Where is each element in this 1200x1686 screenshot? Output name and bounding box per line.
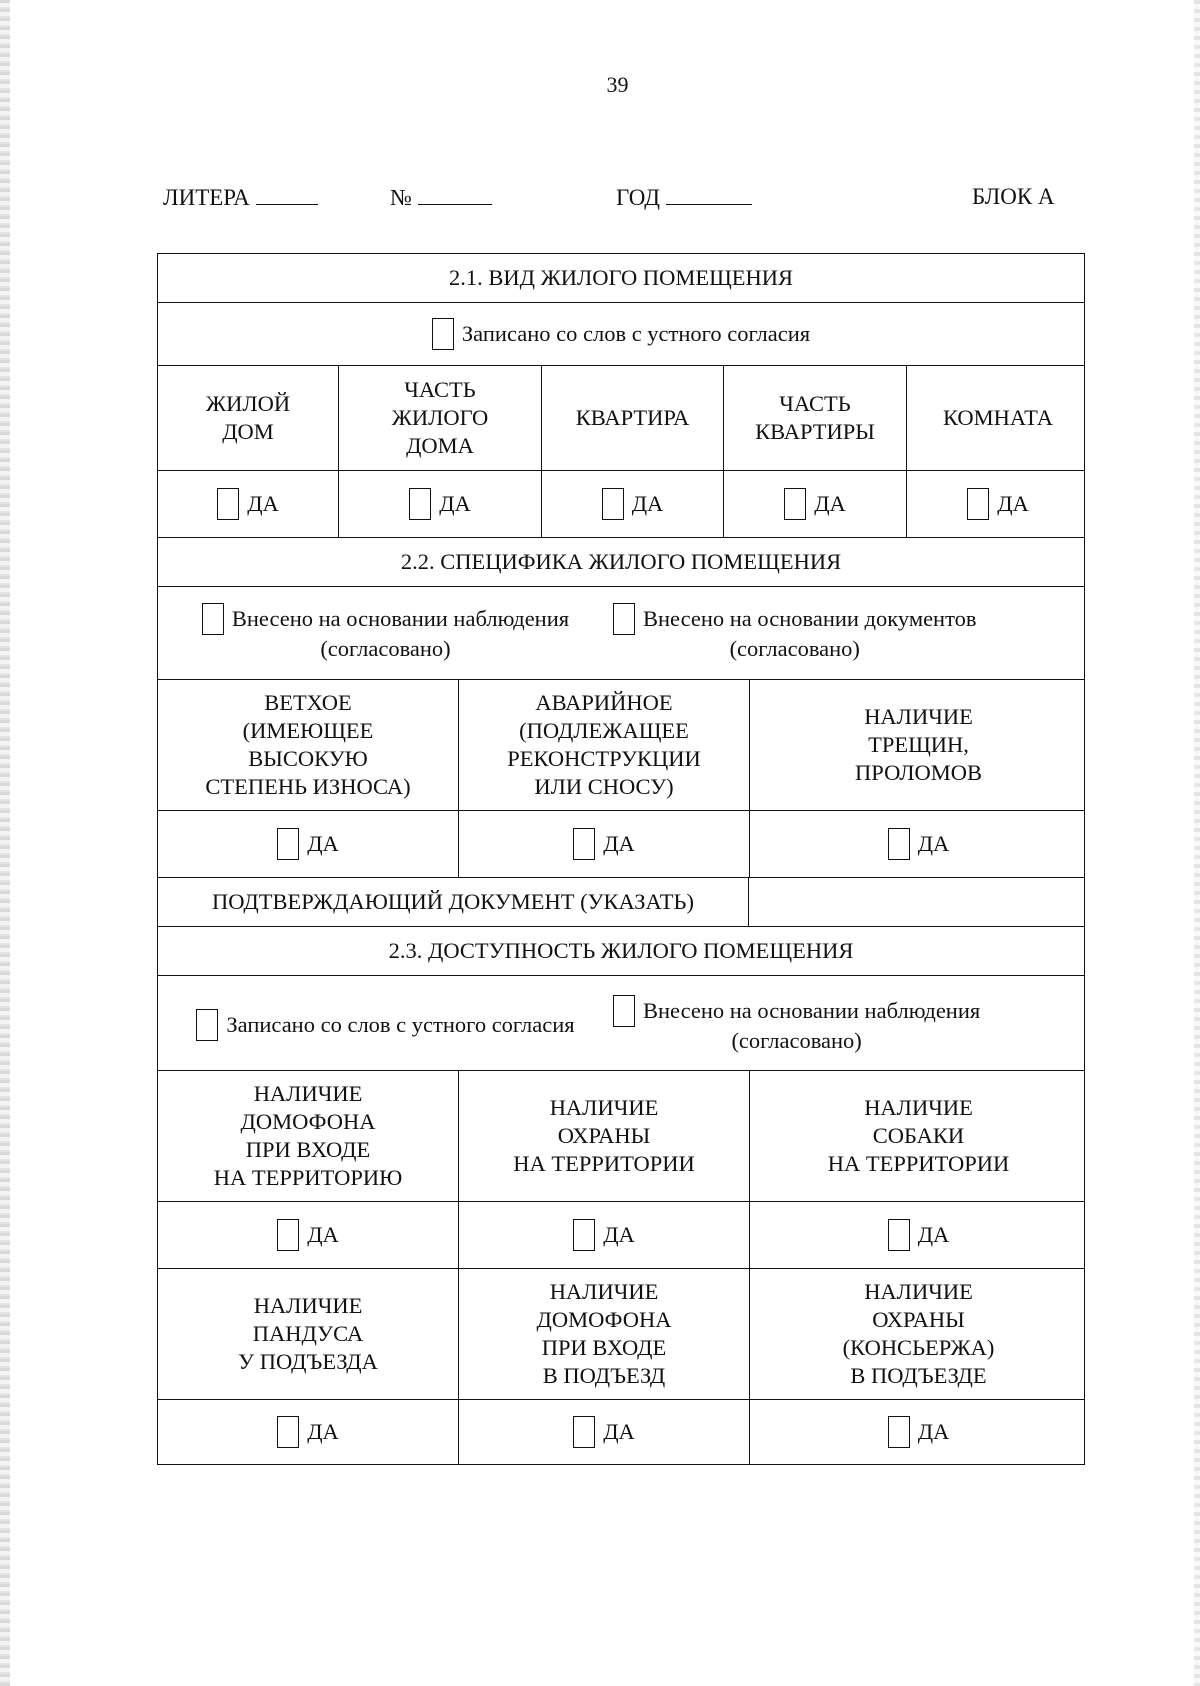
s22-document-container [158, 878, 1085, 927]
s23-r1-col1-yes-checkbox[interactable] [277, 1219, 299, 1251]
section-2-3-title-row [158, 927, 1085, 976]
s23-observation-note: (согласовано) [731, 1028, 862, 1053]
s23-column-header: НАЛИЧИЕ ДОМОФОНА ПРИ ВХОДЕ НА ТЕРРИТОРИЮ [158, 1071, 459, 1201]
s23-r2-col2-yes-checkbox[interactable] [573, 1416, 595, 1448]
s22-source-container [158, 587, 1085, 680]
s21-col3-yes-option[interactable] [602, 488, 664, 520]
scan-edge-left [0, 0, 10, 1686]
section-2-1-title: 2.1. ВИД ЖИЛОГО ПОМЕЩЕНИЯ [158, 254, 1085, 303]
s21-col1-yes-label: ДА [247, 491, 279, 516]
s22-header-cells [158, 680, 1087, 810]
page-number: 39 [606, 72, 629, 97]
s23-r1-col1-yes-label: ДА [307, 1222, 339, 1247]
section-2-3-header-row-1 [158, 1071, 1085, 1202]
s21-consent-option[interactable] [432, 318, 810, 350]
s21-col4-yes-option[interactable] [784, 488, 846, 520]
s22-observation-label: Внесено на основании наблюдения [231, 606, 570, 631]
year-input-line[interactable] [666, 184, 752, 205]
section-2-1-consent-row [158, 303, 1085, 366]
s22-yes-cells-grid [158, 811, 1087, 877]
s21-yes-cell [339, 471, 542, 537]
s21-consent-label: Записано со слов с устного согласия [461, 321, 811, 346]
s21-yes-cells-grid [158, 471, 1089, 537]
s21-col5-yes-label: ДА [997, 491, 1029, 516]
s23-yes-cell [459, 1202, 750, 1268]
s21-col2-yes-option[interactable] [409, 488, 471, 520]
s21-col5-yes-checkbox[interactable] [967, 488, 989, 520]
s23-observation-option[interactable] [613, 995, 980, 1027]
s22-col3-yes-option[interactable] [888, 828, 950, 860]
s22-col1-yes-label: ДА [307, 831, 339, 856]
s23-r1-col2-yes-checkbox[interactable] [573, 1219, 595, 1251]
s23-source-container [158, 976, 1085, 1071]
year-field [616, 184, 752, 211]
s23-yes2-cells [158, 1400, 1087, 1464]
litera-field [163, 184, 318, 211]
s22-source-options [158, 603, 1084, 663]
s23-r2-col1-yes-option[interactable] [277, 1416, 339, 1448]
s23-r1-col3-yes-checkbox[interactable] [888, 1219, 910, 1251]
s21-column-header: ЧАСТЬ КВАРТИРЫ [724, 366, 907, 470]
s23-consent-checkbox[interactable] [196, 1009, 218, 1041]
s22-column-header: АВАРИЙНОЕ (ПОДЛЕЖАЩЕЕ РЕКОНСТРУКЦИИ ИЛИ СНОСУ) [459, 680, 750, 810]
s23-column-header: НАЛИЧИЕ ПАНДУСА У ПОДЪЕЗДА [158, 1269, 459, 1399]
s21-yes-cells [158, 471, 1089, 537]
s22-observation-option[interactable] [202, 603, 569, 635]
s21-col1-yes-option[interactable] [217, 488, 279, 520]
s22-yes-cells [158, 811, 1087, 877]
s22-col3-yes-checkbox[interactable] [888, 828, 910, 860]
number-label: № [390, 185, 412, 210]
s22-yes-container [158, 811, 1085, 878]
s23-r2-col3-yes-checkbox[interactable] [888, 1416, 910, 1448]
s21-yes-cell [542, 471, 724, 537]
s23-r1-col3-yes-label: ДА [917, 1222, 950, 1247]
s23-yes-cell [158, 1202, 459, 1268]
s23-yes1-cells [158, 1202, 1087, 1268]
s23-yes-cell [459, 1400, 750, 1464]
s23-yes-cell [158, 1400, 459, 1464]
s21-consent-checkbox[interactable] [432, 318, 454, 350]
s23-r1-col2-yes-label: ДА [603, 1222, 635, 1247]
s22-document-cells [158, 878, 1086, 926]
s22-yes-cell [750, 811, 1088, 877]
s22-documents-option[interactable] [613, 603, 977, 635]
s21-header-container [158, 366, 1085, 471]
s22-document-label: ПОДТВЕРЖДАЮЩИЙ ДОКУМЕНТ (УКАЗАТЬ) [158, 878, 749, 926]
section-2-2-title-row [158, 538, 1085, 587]
s23-r2-col2-yes-option[interactable] [573, 1416, 635, 1448]
s23-yes2-cells-grid [158, 1400, 1087, 1464]
s23-consent-label: Записано со слов с устного согласия [226, 1012, 575, 1037]
s22-col2-yes-label: ДА [603, 831, 635, 856]
s23-column-header: НАЛИЧИЕ ОХРАНЫ (КОНСЬЕРЖА) В ПОДЪЕЗДЕ [842, 1279, 995, 1388]
s23-r2-col1-yes-label: ДА [307, 1419, 339, 1444]
s23-header1-cells-grid [158, 1071, 1087, 1201]
litera-input-line[interactable] [256, 184, 318, 205]
year-label: ГОД [616, 185, 660, 210]
s21-yes-container [158, 471, 1085, 538]
s21-header-cells-grid [158, 366, 1089, 470]
block-label: БЛОК А [972, 184, 1055, 209]
s22-documents-label: Внесено на основании документов [643, 606, 977, 631]
s23-source-observation [613, 991, 980, 1055]
s22-documents-note: (согласовано) [729, 636, 860, 661]
s21-column-header: КВАРТИРА [542, 366, 724, 470]
s22-document-input[interactable] [749, 878, 1087, 926]
s21-column-header: КОМНАТА [942, 405, 1054, 430]
section-2-2-header-row [158, 680, 1085, 811]
s21-col1-yes-checkbox[interactable] [217, 488, 239, 520]
s22-observation-note: (согласовано) [320, 636, 451, 661]
s23-yes1-container [158, 1202, 1085, 1269]
s21-col5-yes-option[interactable] [967, 488, 1029, 520]
s21-col3-yes-label: ДА [631, 491, 664, 516]
s21-header-cells [158, 366, 1089, 470]
s23-column-header: НАЛИЧИЕ ДОМОФОНА ПРИ ВХОДЕ В ПОДЪЕЗД [459, 1269, 750, 1399]
s23-r1-col1-yes-option[interactable] [277, 1219, 339, 1251]
section-2-2-document-row [158, 878, 1085, 927]
s22-observation-checkbox[interactable] [202, 603, 224, 635]
form-header [0, 184, 1200, 214]
s22-column-header: ВЕТХОЕ (ИМЕЮЩЕЕ ВЫСОКУЮ СТЕПЕНЬ ИЗНОСА) [158, 680, 459, 810]
section-2-3-title: 2.3. ДОСТУПНОСТЬ ЖИЛОГО ПОМЕЩЕНИЯ [158, 927, 1085, 976]
s23-r2-col2-yes-label: ДА [603, 1419, 635, 1444]
s22-col2-yes-checkbox[interactable] [573, 828, 595, 860]
s21-col2-yes-checkbox[interactable] [409, 488, 431, 520]
s23-source-options [158, 991, 1084, 1055]
s23-consent-option[interactable] [196, 1009, 574, 1041]
s23-r1-col3-yes-option[interactable] [888, 1219, 950, 1251]
s22-yes-cell [459, 811, 750, 877]
s22-yes-cell [158, 811, 459, 877]
s23-header2-cells [158, 1269, 1087, 1399]
s21-col4-yes-checkbox[interactable] [784, 488, 806, 520]
s23-header2-container [158, 1269, 1085, 1400]
section-2-2-source-row [158, 587, 1085, 680]
s23-observation-checkbox[interactable] [613, 995, 635, 1027]
s21-col4-yes-label: ДА [814, 491, 846, 516]
s22-header-container [158, 680, 1085, 811]
s21-column-header: ЖИЛОЙ ДОМ [158, 366, 339, 470]
s22-documents-checkbox[interactable] [613, 603, 635, 635]
s23-observation-label: Внесено на основании наблюдения [643, 998, 981, 1023]
s23-header1-container [158, 1071, 1085, 1202]
s22-col2-yes-option[interactable] [573, 828, 635, 860]
scan-edge-right [1194, 0, 1200, 1686]
s23-r2-col3-yes-option[interactable] [888, 1416, 950, 1448]
s22-column-header: НАЛИЧИЕ ТРЕЩИН, ПРОЛОМОВ [855, 704, 982, 785]
number-input-line[interactable] [418, 184, 492, 205]
s22-document-cells-grid [158, 878, 1086, 926]
section-2-1-yes-row [158, 471, 1085, 538]
s22-header-cells-grid [158, 680, 1087, 810]
s23-yes1-cells-grid [158, 1202, 1087, 1268]
section-2-1-header-row [158, 366, 1085, 471]
section-2-2-yes-row [158, 811, 1085, 878]
s22-source-documents [613, 603, 977, 663]
section-2-2-title: 2.2. СПЕЦИФИКА ЖИЛОГО ПОМЕЩЕНИЯ [158, 538, 1085, 587]
s21-yes-cell [158, 471, 339, 537]
s23-source-consent [158, 991, 613, 1041]
section-2-1-title-row [158, 254, 1085, 303]
s22-col1-yes-checkbox[interactable] [277, 828, 299, 860]
s23-yes2-container [158, 1400, 1085, 1465]
s23-yes-cell [750, 1202, 1088, 1268]
s22-col1-yes-option[interactable] [277, 828, 339, 860]
s23-column-header: НАЛИЧИЕ СОБАКИ НА ТЕРРИТОРИИ [827, 1095, 1010, 1176]
s21-col2-yes-label: ДА [439, 491, 471, 516]
section-2-3-yes-row-2 [158, 1400, 1085, 1465]
s21-column-header: ЧАСТЬ ЖИЛОГО ДОМА [339, 366, 542, 470]
section-2-3-header-row-2 [158, 1269, 1085, 1400]
number-field [390, 184, 492, 211]
litera-label: ЛИТЕРА [163, 185, 250, 210]
s23-r1-col2-yes-option[interactable] [573, 1219, 635, 1251]
s21-yes-cell [724, 471, 907, 537]
s23-header2-cells-grid [158, 1269, 1087, 1399]
s22-source-observation [158, 603, 613, 663]
s21-col3-yes-checkbox[interactable] [602, 488, 624, 520]
housing-form-table [157, 253, 1085, 1465]
s23-column-header: НАЛИЧИЕ ОХРАНЫ НА ТЕРРИТОРИИ [459, 1071, 750, 1201]
s23-header1-cells [158, 1071, 1087, 1201]
section-2-3-source-row [158, 976, 1085, 1071]
s23-r2-col1-yes-checkbox[interactable] [277, 1416, 299, 1448]
section-2-3-yes-row-1 [158, 1202, 1085, 1269]
s21-yes-cell [907, 471, 1090, 537]
s22-col3-yes-label: ДА [917, 831, 950, 856]
s23-yes-cell [750, 1400, 1088, 1464]
s23-r2-col3-yes-label: ДА [917, 1419, 950, 1444]
